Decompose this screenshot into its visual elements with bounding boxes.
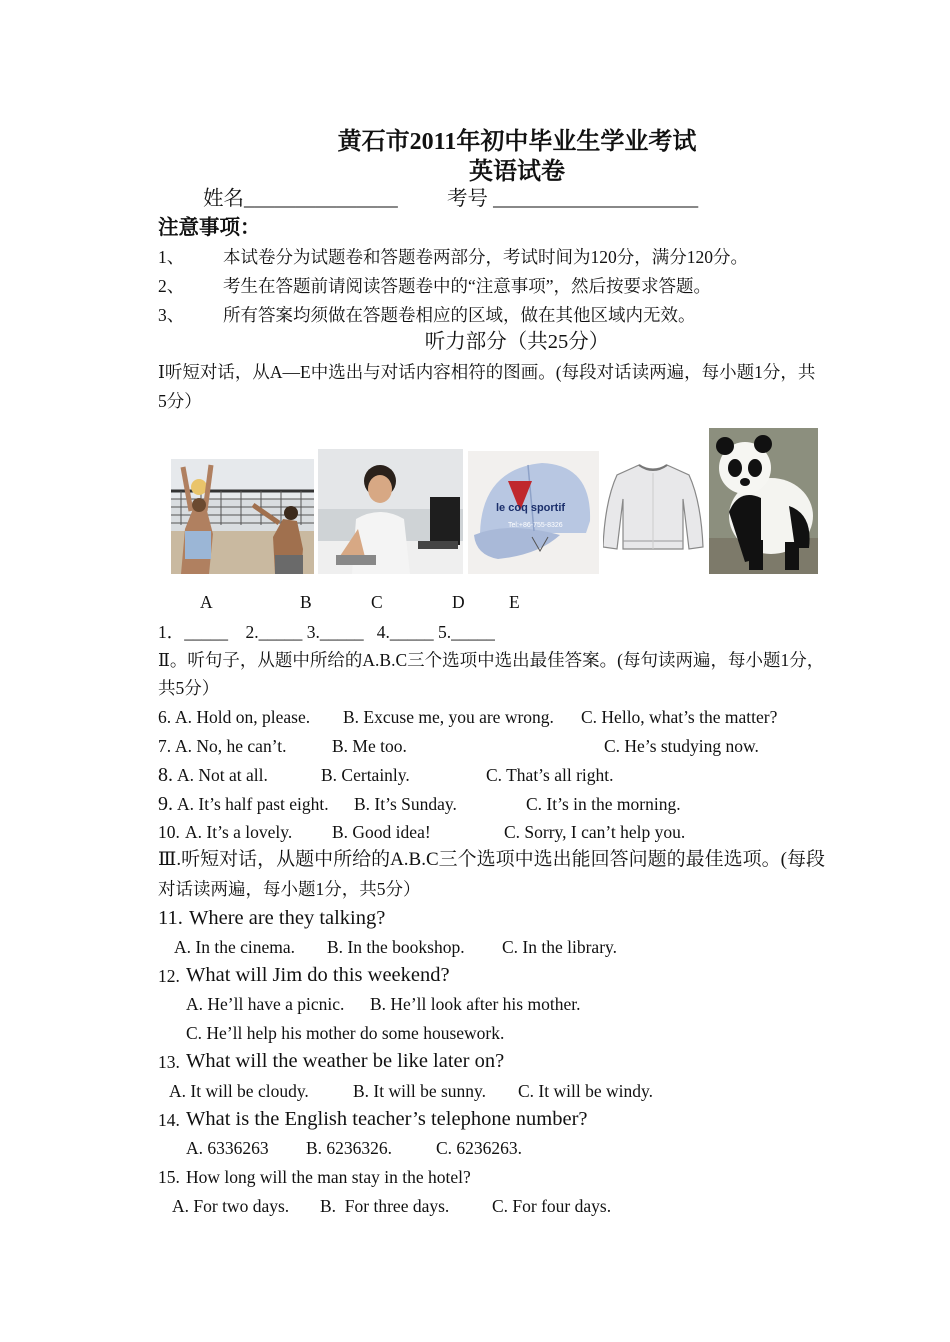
question-number: 13. <box>158 1052 180 1072</box>
question-number: 12. <box>158 966 180 986</box>
option-a: A. 6336263 <box>186 1138 269 1158</box>
note-text: 考生在答题前请阅读答题卷中的“注意事项”，然后按要求答题。 <box>223 276 712 296</box>
question-text: Where are they talking? <box>189 907 386 929</box>
option-b: B. Good idea! <box>332 822 431 842</box>
part1-instruction: Ⅰ听短对话，从A—E中选出与对话内容相符的图画。(每段对话读两遍，每小题1分，共 <box>158 362 816 382</box>
picture-a-volleyball <box>171 459 314 574</box>
note-text: 本试卷分为试题卷和答题卷两部分，考试时间为120分，满分120分。 <box>223 247 748 267</box>
question-number: 8. <box>158 764 173 786</box>
picture-label: C <box>371 592 383 612</box>
question-number: 9. <box>158 793 173 815</box>
option-c: C. It’s in the morning. <box>526 794 681 814</box>
cap-logo-text: le coq sportif <box>496 502 566 514</box>
option-b: B. 6236326. <box>306 1138 393 1158</box>
question-text: What is the English teacher’s telephone number? <box>186 1108 588 1130</box>
option-c: C. 6236263. <box>436 1138 523 1158</box>
option-c: C. Sorry, I can’t help you. <box>504 822 686 842</box>
part2-instruction: Ⅱ。听句子，从题中所给的A.B.C三个选项中选出最佳答案。(每句读两遍，每小题1分， <box>158 650 825 670</box>
part2-instruction-cont: 共5分） <box>158 678 220 698</box>
option-b: B. He’ll look after his mother. <box>370 994 581 1014</box>
part1-answer-blanks: 1．_____ 2._____ 3._____ 4._____ 5._____ <box>158 622 495 642</box>
name-field: 姓名_______________ <box>203 188 398 210</box>
option-c: C. In the library. <box>502 937 618 957</box>
option-a: A. It will be cloudy. <box>169 1081 309 1101</box>
option-a: A. It’s half past eight. <box>177 794 329 814</box>
picture-label: E <box>509 592 520 612</box>
question-number: 15. <box>158 1167 180 1187</box>
option-c: C. Hello, what’s the matter? <box>581 707 778 727</box>
note-number: 1、 <box>158 247 185 267</box>
part1-instruction-cont: 5分） <box>158 391 202 411</box>
option-b: B. It’s Sunday. <box>354 794 457 814</box>
option-a: A. For two days. <box>172 1196 290 1216</box>
part3-instruction: Ⅲ.听短对话，从题中所给的A.B.C三个选项中选出能回答问题的最佳选项。(每段 <box>158 849 825 870</box>
option-a: A. No, he can’t. <box>175 736 287 756</box>
option-a: A. Hold on, please. <box>175 707 311 727</box>
option-a: A. He’ll have a picnic. <box>186 994 345 1014</box>
option-c: C. He’ll help his mother do some housework. <box>186 1023 505 1043</box>
picture-d-sweater <box>603 461 704 552</box>
option-c: C. It will be windy. <box>518 1081 653 1101</box>
picture-c-cap <box>468 451 599 574</box>
listening-heading: 听力部分（共25分） <box>424 331 610 353</box>
note-text: 所有答案均须做在答题卷相应的区域，做在其他区域内无效。 <box>223 305 696 325</box>
part3-instruction-cont: 对话读两遍，每小题1分，共5分） <box>158 879 421 899</box>
picture-label: D <box>452 592 465 612</box>
question-number: 14. <box>158 1110 180 1130</box>
note-number: 3、 <box>158 305 185 325</box>
question-text: What will Jim do this weekend? <box>186 964 450 986</box>
option-c: C. That’s all right. <box>486 765 614 785</box>
option-a: A. Not at all. <box>177 765 268 785</box>
question-number: 10. <box>158 822 180 842</box>
picture-label: A <box>200 592 213 612</box>
picture-label: B <box>300 592 312 612</box>
option-c: C. He’s studying now. <box>604 736 759 756</box>
question-text: How long will the man stay in the hotel? <box>186 1167 471 1187</box>
exam-subtitle: 英语试卷 <box>469 159 565 185</box>
option-b: B. Excuse me, you are wrong. <box>343 707 554 727</box>
question-text: What will the weather be like later on? <box>186 1050 505 1072</box>
option-a: A. In the cinema. <box>174 937 295 957</box>
id-field: 考号 ____________________ <box>447 188 699 210</box>
exam-title: 黄石市2011年初中毕业生学业考试 <box>337 129 697 155</box>
option-b: B. Me too. <box>332 736 407 756</box>
option-b: B. In the bookshop. <box>327 937 465 957</box>
notes-heading: 注意事项： <box>158 217 261 239</box>
note-number: 2、 <box>158 276 185 296</box>
picture-b-computer <box>318 449 463 574</box>
question-number: 11. <box>158 907 183 929</box>
question-number: 7. <box>158 736 172 756</box>
option-b: B. For three days. <box>320 1196 450 1216</box>
option-a: A. It’s a lovely. <box>185 822 293 842</box>
cap-phone-text: Tel:+86-755-8326 <box>508 522 563 529</box>
question-number: 6. <box>158 707 172 727</box>
picture-e-panda <box>709 428 818 574</box>
option-c: C. For four days. <box>492 1196 612 1216</box>
option-b: B. It will be sunny. <box>353 1081 487 1101</box>
option-b: B. Certainly. <box>321 765 410 785</box>
